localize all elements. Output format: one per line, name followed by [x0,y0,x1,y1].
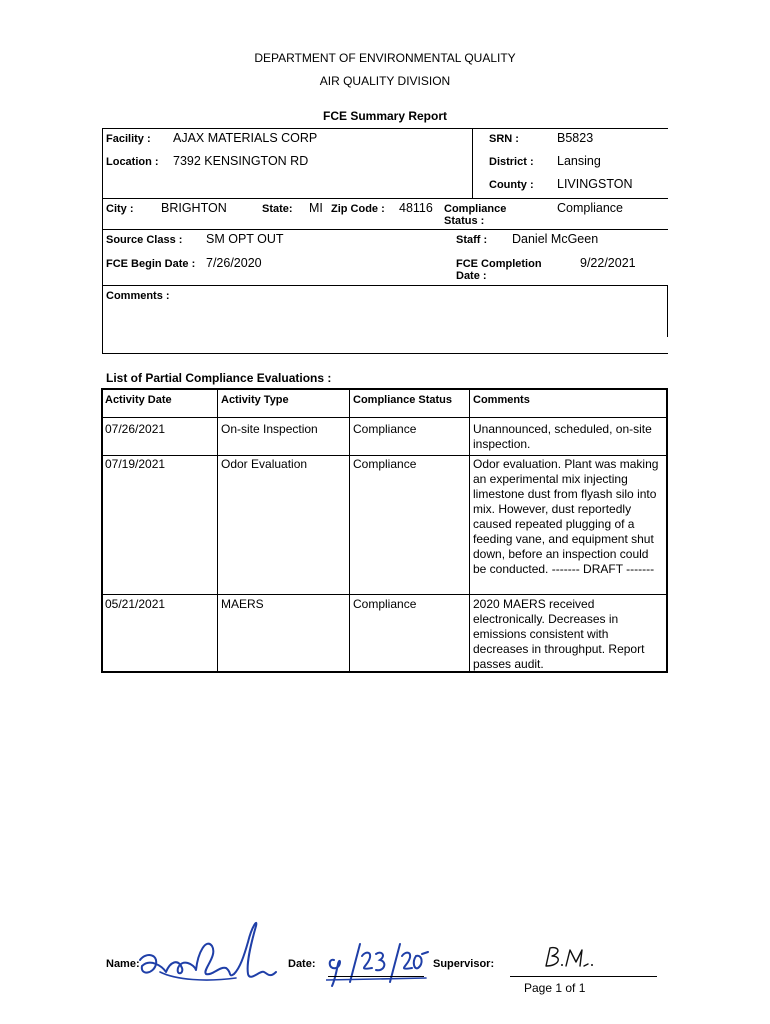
staff-value: Daniel McGeen [512,232,599,246]
city-label: City : [106,203,134,215]
state-value: MI [309,201,323,215]
cell-activity-date: 07/26/2021 [105,422,166,436]
fce-completion-date-label-line2: Date : [456,270,487,282]
cell-activity-date: 07/19/2021 [105,457,166,471]
zip-code-label: Zip Code : [331,203,385,215]
srn-value: B5823 [557,131,594,145]
cell-activity-date: 05/21/2021 [105,597,166,611]
compliance-status-label-line2: Status : [444,215,485,227]
district-value: Lansing [557,154,601,168]
city-value: BRIGHTON [161,201,227,215]
source-class-label: Source Class : [106,234,183,246]
evaluations-title: List of Partial Compliance Evaluations : [106,371,332,385]
location-label: Location : [106,156,159,168]
compliance-status-label: Compliance [444,203,507,215]
fce-completion-date-label: FCE Completion [456,258,542,270]
state-label: State: [262,203,293,215]
staff-label: Staff : [456,234,488,246]
district-label: District : [489,156,534,168]
name-label: Name: [106,958,140,970]
facility-value: AJAX MATERIALS CORP [173,131,318,145]
cell-activity-type: On-site Inspection [221,422,318,436]
cell-activity-type: Odor Evaluation [221,457,308,471]
report-title: FCE Summary Report [322,109,448,123]
comments-label: Comments : [106,290,170,302]
column-header-comments: Comments [473,394,530,406]
supervisor-initials-drawing [540,944,600,970]
cell-comments: Odor evaluation. Plant was making an experimental mix injecting limestone dust from flyash silo into mix. However, dust reportedly caused repeated plugging of a feeding vane, and equipment shut down, before an inspection could be conducted. ------- DRAFT ------- [473,457,659,576]
column-header-compliance-status: Compliance Status [353,394,453,406]
department-name: DEPARTMENT OF ENVIRONMENTAL QUALITY [254,51,516,65]
zip-code-value: 48116 [399,201,433,215]
handwritten-date [326,940,430,988]
cell-compliance-status: Compliance [353,422,417,436]
fce-begin-date-label: FCE Begin Date : [106,258,196,270]
column-header-activity-date: Activity Date [105,394,172,406]
page-number: Page 1 of 1 [524,981,586,995]
supervisor-initials [540,944,600,970]
srn-label: SRN : [489,133,519,145]
facility-label: Facility : [106,133,151,145]
cell-comments: 2020 MAERS received electronically. Decreases in emissions consistent with decreases in throughput. Report passes audit. [473,597,645,671]
division-name: AIR QUALITY DIVISION [319,74,451,88]
cell-compliance-status: Compliance [353,597,417,611]
fce-completion-date-value: 9/22/2021 [580,256,636,270]
county-value: LIVINGSTON [557,177,633,191]
source-class-value: SM OPT OUT [206,232,284,246]
cell-comments: Unannounced, scheduled, on-site inspection. [473,422,652,451]
supervisor-label: Supervisor: [433,958,495,970]
column-header-activity-type: Activity Type [221,394,289,406]
name-signature [136,912,286,992]
cell-compliance-status: Compliance [353,457,417,471]
date-label: Date: [288,958,316,970]
fce-begin-date-value: 7/26/2020 [206,256,262,270]
cell-activity-type: MAERS [221,597,264,611]
handwritten-date-drawing [326,940,430,988]
compliance-status-value: Compliance [557,201,624,215]
county-label: County : [489,179,534,191]
location-value: 7392 KENSINGTON RD [173,154,309,168]
